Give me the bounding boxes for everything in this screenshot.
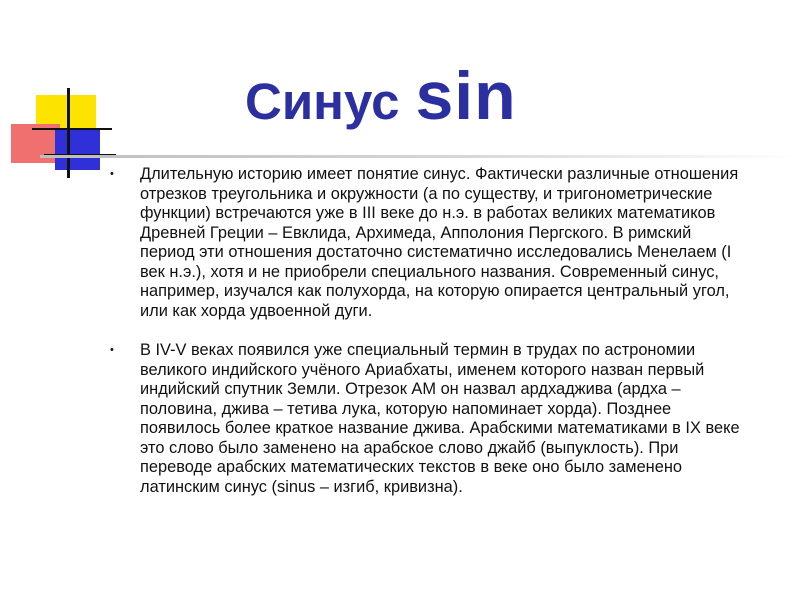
logo-horizontal-line: [32, 128, 112, 130]
title-symbol: sin: [415, 58, 517, 134]
slide-title: [245, 58, 517, 134]
bullet-icon: •: [110, 168, 114, 180]
paragraph-text: В IV-V веках появился уже специальный термин в трудах по астрономии великого индийского учёного Ариабхаты, именем которого назван первый индийский спутник Земли. Отрезок АМ он назвал ардхаджива (ардха – половина, джива – тетива лука, которую напоминает хорда). Позднее появилось более краткое название джива. Арабскими математиками в IX веке это слово было заменено на арабское слово джайб (выпуклость). При переводе арабских математических текстов в веке оно было заменено латинским синус (sinus – изгиб, кривизна).: [140, 341, 740, 496]
blue-square: [55, 130, 100, 170]
logo-vertical-line: [67, 88, 70, 178]
paragraph-text: Длительную историю имеет понятие синус. Фактически различные отношения отрезков треугольника и окружности (а по существу, и тригонометрические функции) встречаются уже в III веке до н.э. в работах великих математиков Древней Греции – Евклида, Архимеда, Апполония Пергского. В римский период эти отношения достаточно систематично исследовались Менелаем (I век н.э.), хотя и не приобрели специального названия. Современный синус, например, изучался как полухорда, на которую опирается центральный угол, или как хорда удвоенной дуги.: [140, 165, 739, 320]
title-divider: [40, 155, 800, 158]
slide-logo-graphic: [0, 0, 120, 190]
bullet-icon: •: [110, 344, 114, 356]
slide-body: [106, 165, 746, 497]
paragraph: [106, 165, 746, 321]
title-main: Синус: [245, 73, 400, 130]
paragraph: [106, 341, 746, 497]
